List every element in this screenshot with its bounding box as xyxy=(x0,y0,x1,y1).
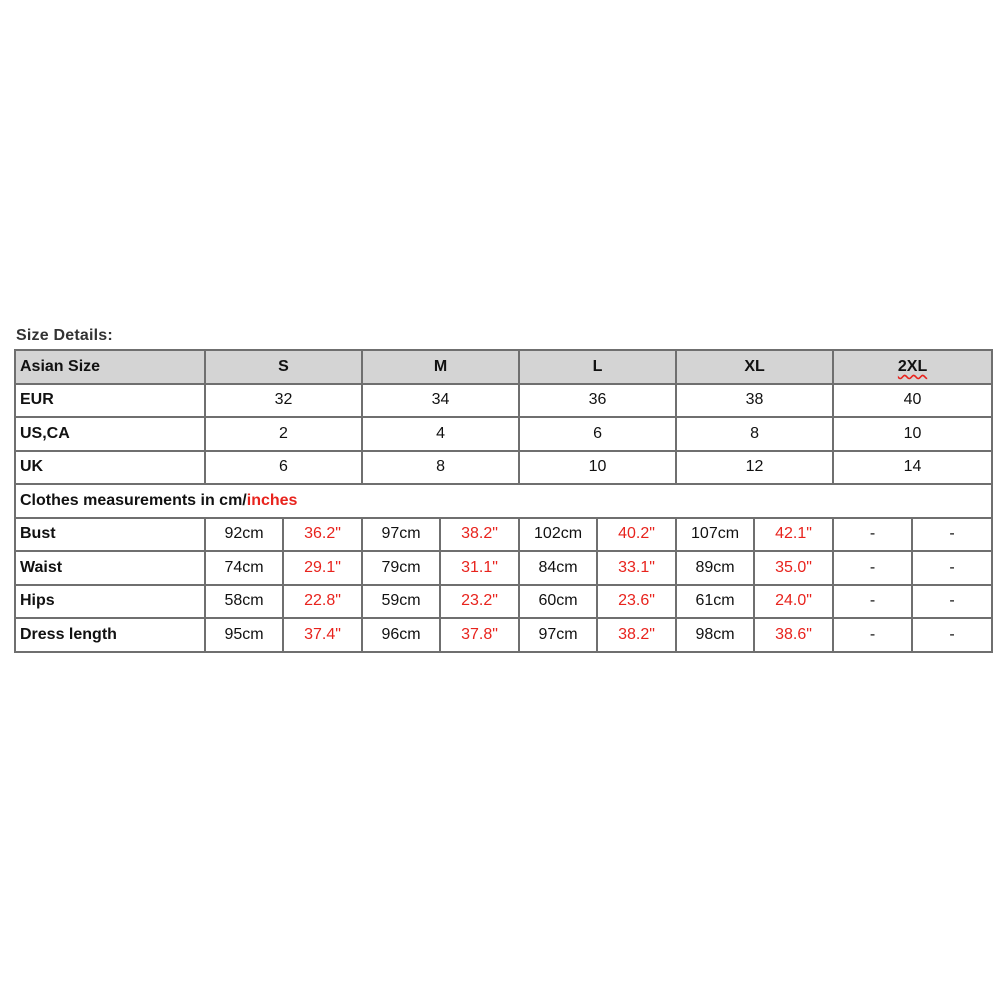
cm-cell: 107cm xyxy=(676,518,754,552)
inch-cell: 37.4" xyxy=(283,618,362,652)
table-cell: 10 xyxy=(833,417,992,451)
cm-cell: 98cm xyxy=(676,618,754,652)
size-header-2xl: 2XL xyxy=(897,357,928,375)
cm-cell: 89cm xyxy=(676,551,754,585)
inch-cell: 31.1" xyxy=(440,551,519,585)
empty-cell: - xyxy=(912,518,992,552)
table-cell: 2 xyxy=(205,417,362,451)
inch-cell: 38.2" xyxy=(440,518,519,552)
table-cell: 6 xyxy=(519,417,676,451)
cm-cell: 97cm xyxy=(519,618,597,652)
inch-cell: 36.2" xyxy=(283,518,362,552)
conversion-row-us-ca xyxy=(15,417,992,451)
row-label: Hips xyxy=(15,585,205,619)
cm-cell: 97cm xyxy=(362,518,440,552)
cm-cell: 59cm xyxy=(362,585,440,619)
size-header-l: L xyxy=(519,350,676,384)
inch-cell: 22.8" xyxy=(283,585,362,619)
empty-cell: - xyxy=(912,551,992,585)
cm-cell: 102cm xyxy=(519,518,597,552)
cm-cell: 79cm xyxy=(362,551,440,585)
row-label: US,CA xyxy=(15,417,205,451)
inch-cell: 24.0" xyxy=(754,585,833,619)
inch-cell: 33.1" xyxy=(597,551,676,585)
cm-cell: 96cm xyxy=(362,618,440,652)
size-details-caption: Size Details: xyxy=(16,327,113,344)
table-cell: 8 xyxy=(676,417,833,451)
inch-cell: 42.1" xyxy=(754,518,833,552)
table-cell: 36 xyxy=(519,384,676,418)
row-label: UK xyxy=(15,451,205,485)
row-label: Bust xyxy=(15,518,205,552)
cm-cell: 92cm xyxy=(205,518,283,552)
empty-cell: - xyxy=(833,618,912,652)
inch-cell: 38.6" xyxy=(754,618,833,652)
measurement-row-bust xyxy=(15,518,992,552)
cm-cell: 84cm xyxy=(519,551,597,585)
cm-cell: 58cm xyxy=(205,585,283,619)
section-prefix: Clothes measurements in cm/ xyxy=(20,491,247,509)
section-inches-highlight: inches xyxy=(246,491,298,509)
measurement-row-waist xyxy=(15,551,992,585)
size-header-xl: XL xyxy=(676,350,833,384)
cm-cell: 60cm xyxy=(519,585,597,619)
row-label: Dress length xyxy=(15,618,205,652)
empty-cell: - xyxy=(833,585,912,619)
row-label: Waist xyxy=(15,551,205,585)
header-row xyxy=(15,350,992,384)
inch-cell: 35.0" xyxy=(754,551,833,585)
conversion-row-uk xyxy=(15,451,992,485)
cm-cell: 95cm xyxy=(205,618,283,652)
size-header-s: S xyxy=(205,350,362,384)
inch-cell: 40.2" xyxy=(597,518,676,552)
inch-cell: 38.2" xyxy=(597,618,676,652)
cm-cell: 74cm xyxy=(205,551,283,585)
inch-cell: 37.8" xyxy=(440,618,519,652)
table-cell: 38 xyxy=(676,384,833,418)
empty-cell: - xyxy=(833,518,912,552)
table-cell: 32 xyxy=(205,384,362,418)
row-label: EUR xyxy=(15,384,205,418)
header-label: Asian Size xyxy=(15,350,205,384)
cm-cell: 61cm xyxy=(676,585,754,619)
inch-cell: 29.1" xyxy=(283,551,362,585)
table-cell: 8 xyxy=(362,451,519,485)
measurements-section-row xyxy=(15,484,992,518)
inch-cell: 23.2" xyxy=(440,585,519,619)
size-header-m: M xyxy=(362,350,519,384)
measurements-section-heading xyxy=(15,484,992,518)
table-cell: 40 xyxy=(833,384,992,418)
table-cell: 14 xyxy=(833,451,992,485)
measurement-row-hips xyxy=(15,585,992,619)
table-cell: 4 xyxy=(362,417,519,451)
conversion-row-eur xyxy=(15,384,992,418)
size-chart-table xyxy=(14,349,993,653)
empty-cell: - xyxy=(912,585,992,619)
table-cell: 34 xyxy=(362,384,519,418)
empty-cell: - xyxy=(912,618,992,652)
table-cell: 12 xyxy=(676,451,833,485)
table-cell: 6 xyxy=(205,451,362,485)
inch-cell: 23.6" xyxy=(597,585,676,619)
empty-cell: - xyxy=(833,551,912,585)
table-cell: 10 xyxy=(519,451,676,485)
measurement-row-dress-length xyxy=(15,618,992,652)
